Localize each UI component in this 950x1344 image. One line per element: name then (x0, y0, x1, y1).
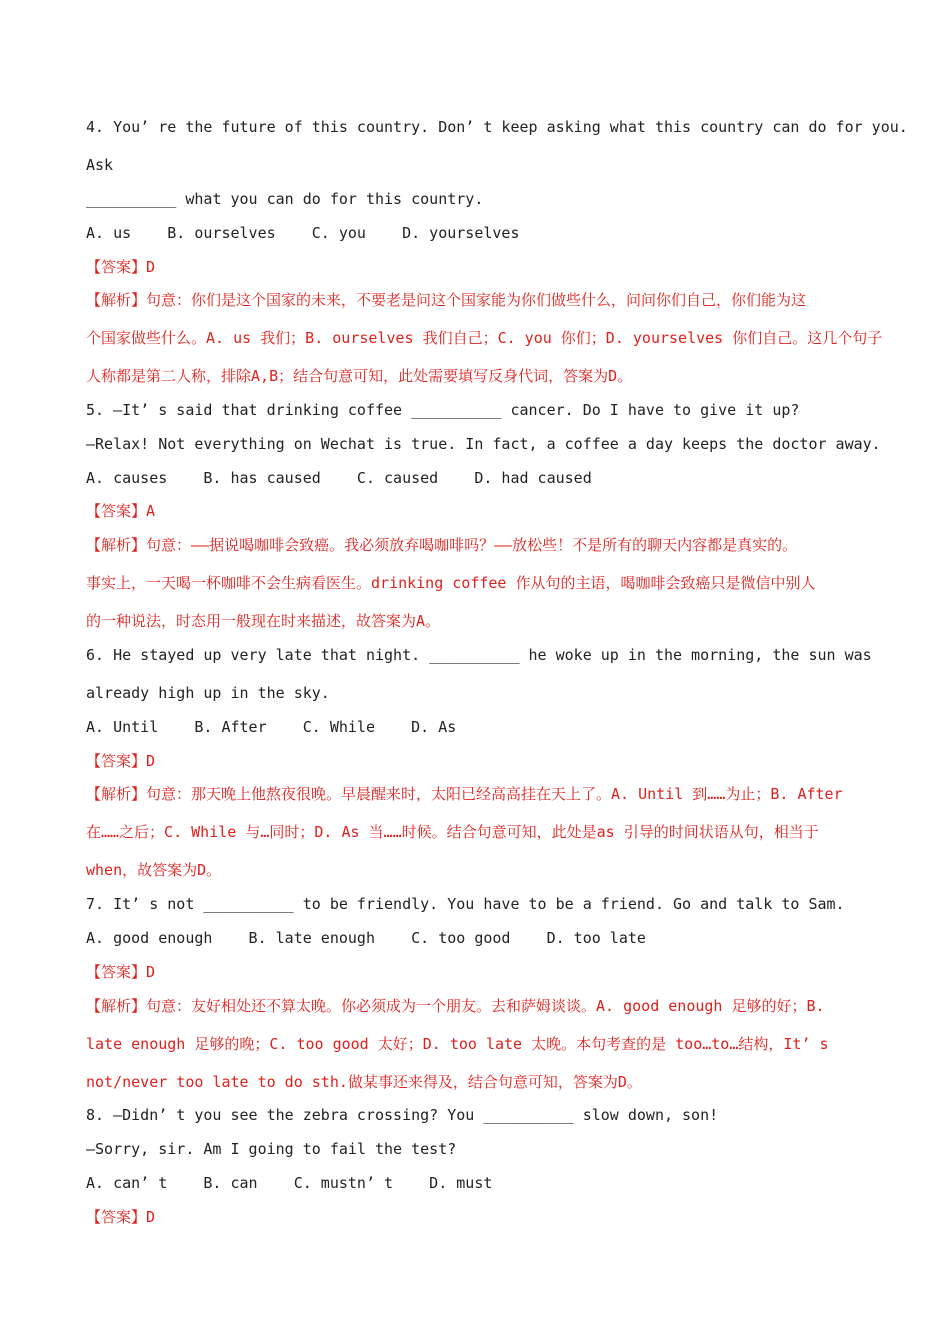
question-5-stem-line-2: —Relax! Not everything on Wechat is true. In fact, a coffee a day keeps the doctor away. (86, 435, 881, 453)
question-4-analysis-line-1 (86, 289, 870, 311)
question-5-stem-line-1: 5. —It’ s said that drinking coffee __________ cancer. Do I have to give it up? (86, 401, 800, 419)
question-5-analysis-line-3: 的一种说法，时态用一般现在时来描述，故答案为A。 (86, 612, 441, 630)
question-6-options: A. Until B. After C. While D. As (86, 718, 457, 736)
question-5-options: A. causes B. has caused C. caused D. had caused (86, 469, 592, 487)
question-4-stem-line-3: __________ what you can do for this country. (86, 190, 484, 208)
question-7-analysis-line-1 (86, 995, 870, 1017)
analysis-text: 句意：那天晚上他熬夜很晚。早晨醒来时，太阳已经高高挂在天上了。A. Until 到……为止；B. After (146, 785, 843, 803)
question-6-analysis-line-2: 在……之后；C. While 与…同时；D. As 当……时候。结合句意可知，此处是as 引导的时间状语从句，相当于 (86, 823, 819, 841)
question-4-stem-line-1: 4. You’ re the future of this country. Don’ t keep asking what this country can do for you. (86, 118, 908, 136)
question-4-answer (86, 256, 870, 278)
question-7-analysis-line-2: late enough 足够的晚；C. too good 太好；D. too late 太晚。本句考查的是 too…to…结构，It’ s (86, 1035, 829, 1053)
answer-tag: 【答案】 (86, 502, 147, 520)
question-6-stem-line-2: already high up in the sky. (86, 684, 330, 702)
answer-value: A (146, 502, 156, 520)
question-4-analysis-line-2: 个国家做些什么。A. us 我们；B. ourselves 我们自己；C. you 你们；D. yourselves 你们自己。这几个句子 (86, 329, 883, 347)
analysis-tag: 【解析】 (86, 997, 147, 1015)
analysis-tag: 【解析】 (86, 291, 147, 309)
question-8-answer (86, 1206, 870, 1228)
answer-value: D (146, 752, 156, 770)
question-8-options: A. can’ t B. can C. mustn’ t D. must (86, 1174, 493, 1192)
question-6-analysis-line-1 (86, 783, 870, 805)
answer-tag: 【答案】 (86, 1208, 147, 1226)
answer-value: D (146, 1208, 156, 1226)
question-5-analysis-line-1 (86, 534, 870, 556)
question-8-stem-line-2: —Sorry, sir. Am I going to fail the test? (86, 1140, 457, 1158)
answer-tag: 【答案】 (86, 963, 147, 981)
question-7-stem-line-1: 7. It’ s not __________ to be friendly. You have to be a friend. Go and talk to Sam. (86, 895, 845, 913)
question-5-analysis-line-2: 事实上，一天喝一杯咖啡不会生病看医生。drinking coffee 作从句的主语，喝咖啡会致癌只是微信中别人 (86, 574, 816, 592)
analysis-tag: 【解析】 (86, 785, 147, 803)
analysis-text: 句意：友好相处还不算太晚。你必须成为一个朋友。去和萨姆谈谈。A. good enough 足够的好；B. (146, 997, 825, 1015)
question-7-options: A. good enough B. late enough C. too good D. too late (86, 929, 646, 947)
question-7-analysis-line-3: not/never too late to do sth.做某事还来得及，结合句意可知，答案为D。 (86, 1073, 642, 1091)
answer-tag: 【答案】 (86, 258, 147, 276)
analysis-tag: 【解析】 (86, 536, 147, 554)
question-5-answer (86, 500, 870, 522)
analysis-text: 句意：——据说喝咖啡会致癌。我必须放弃喝咖啡吗？——放松些！不是所有的聊天内容都是真实的。 (146, 536, 798, 554)
answer-value: D (146, 963, 156, 981)
question-6-stem-line-1: 6. He stayed up very late that night. __________ he woke up in the morning, the sun was (86, 646, 872, 664)
answer-tag: 【答案】 (86, 752, 147, 770)
question-4-analysis-line-3: 人称都是第二人称，排除A,B；结合句意可知，此处需要填写反身代词，答案为D。 (86, 367, 633, 385)
analysis-text: 句意：你们是这个国家的未来，不要老是问这个国家能为你们做些什么，问问你们自己，你们能为这 (146, 291, 807, 309)
question-7-answer (86, 961, 870, 983)
question-8-stem-line-1: 8. —Didn’ t you see the zebra crossing? You __________ slow down, son! (86, 1106, 719, 1124)
question-4-stem-line-2: Ask (86, 156, 114, 174)
question-4-options: A. us B. ourselves C. you D. yourselves (86, 224, 520, 242)
question-6-analysis-line-3: when，故答案为D。 (86, 861, 222, 879)
question-6-answer (86, 750, 870, 772)
answer-value: D (146, 258, 156, 276)
